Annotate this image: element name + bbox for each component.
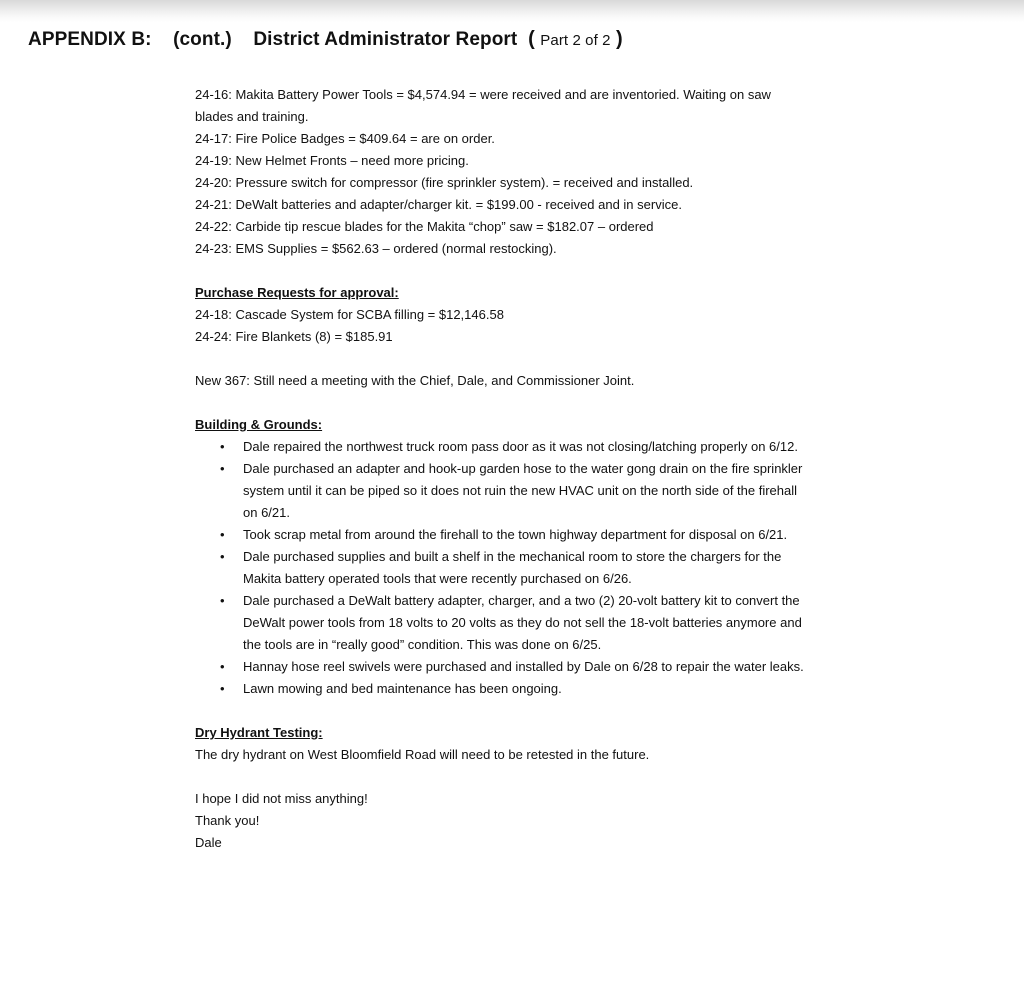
dry-hydrant-heading: Dry Hydrant Testing: [195, 725, 323, 740]
page-heading [28, 28, 623, 51]
list-item [195, 590, 813, 656]
cont-label: (cont.) [173, 29, 232, 50]
item-24-22: 24-22: Carbide tip rescue blades for the Makita “chop” saw = $182.07 – ordered [195, 219, 654, 234]
dry-hydrant-text: The dry hydrant on West Bloomfield Road will need to be retested in the future. [195, 747, 650, 762]
bullet-icon: • [220, 681, 225, 696]
list-item [195, 678, 813, 700]
list-item-text: Dale purchased a DeWalt battery adapter, charger, and a two (2) 20-volt battery kit to convert the DeWalt power tools from 18 volts to 20 volts as they do not sell the 18-volt batteries anymore and the tools are in “really good” condition. This was done on 6/25. [243, 593, 802, 652]
report-title: District Administrator Report [253, 29, 518, 50]
signature: Dale [195, 835, 222, 850]
bullet-icon: • [220, 439, 225, 454]
list-item-text: Dale repaired the northwest truck room pass door as it was not closing/latching properly on 6/12. [243, 439, 798, 454]
appendix-label: APPENDIX B: [28, 29, 152, 50]
bullet-icon: • [220, 549, 225, 564]
list-item [195, 656, 813, 678]
part-label: Part 2 of 2 [540, 32, 611, 49]
building-grounds-heading: Building & Grounds: [195, 417, 323, 432]
item-24-23: 24-23: EMS Supplies = $562.63 – ordered (normal restocking). [195, 241, 557, 256]
open-paren: ( [528, 28, 535, 50]
item-24-17: 24-17: Fire Police Badges = $409.64 = are on order. [195, 131, 495, 146]
list-item-text: Dale purchased supplies and built a shelf in the mechanical room to store the chargers for the Makita battery operated tools that were recently purchased on 6/26. [243, 549, 782, 586]
purchase-request-24-18: 24-18: Cascade System for SCBA filling = $12,146.58 [195, 307, 504, 322]
bullet-icon: • [220, 461, 225, 476]
top-shadow-bar [0, 0, 1024, 22]
list-item-text: Lawn mowing and bed maintenance has been ongoing. [243, 681, 562, 696]
list-item [195, 436, 813, 458]
list-item-text: Took scrap metal from around the firehall to the town highway department for disposal on 6/21. [243, 527, 788, 542]
list-item-text: Dale purchased an adapter and hook-up garden hose to the water gong drain on the fire sprinkler system until it can be piped so it does not ruin the new HVAC unit on the north side of the firehall on 6/21. [243, 461, 803, 520]
bullet-icon: • [220, 659, 225, 674]
bullet-icon: • [220, 593, 225, 608]
closing-line-2: Thank you! [195, 813, 260, 828]
list-item [195, 546, 813, 590]
building-grounds-list [195, 436, 815, 700]
closing-line-1: I hope I did not miss anything! [195, 791, 368, 806]
list-item [195, 458, 813, 524]
item-24-20: 24-20: Pressure switch for compressor (fire sprinkler system). = received and installed. [195, 175, 694, 190]
list-item [195, 524, 813, 546]
bullet-icon: • [220, 527, 225, 542]
new-367-note: New 367: Still need a meeting with the Chief, Dale, and Commissioner Joint. [195, 373, 635, 388]
list-item-text: Hannay hose reel swivels were purchased and installed by Dale on 6/28 to repair the water leaks. [243, 659, 804, 674]
item-24-21: 24-21: DeWalt batteries and adapter/charger kit. = $199.00 - received and in service. [195, 197, 682, 212]
item-24-16: 24-16: Makita Battery Power Tools = $4,574.94 = were received and are inventoried. Waiting on saw blades and training. [195, 87, 771, 124]
purchase-request-24-24: 24-24: Fire Blankets (8) = $185.91 [195, 329, 393, 344]
close-paren: ) [615, 28, 623, 50]
purchase-requests-heading: Purchase Requests for approval: [195, 285, 399, 300]
report-body [195, 84, 815, 854]
item-24-19: 24-19: New Helmet Fronts – need more pricing. [195, 153, 469, 168]
